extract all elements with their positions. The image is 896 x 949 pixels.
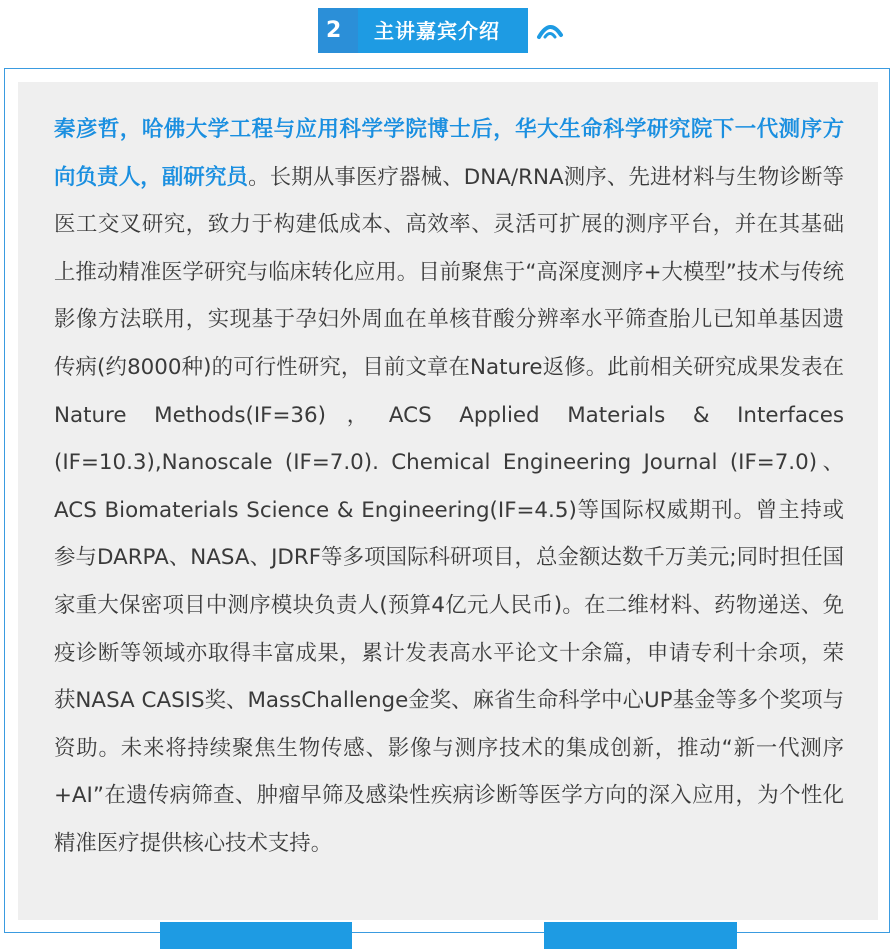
wave-arc-icon (536, 22, 564, 40)
section-number-badge (318, 8, 358, 53)
speaker-name-title: 秦彦哲，哈佛大学工程与应用科学学院博士后，华大生命科学研究院下一代测序方向负责人，副研究员 (54, 117, 844, 190)
section-title: 主讲嘉宾介绍 (374, 19, 500, 43)
section-title-box (358, 8, 528, 53)
section-number: 2 (326, 18, 342, 43)
footer-bar-left (160, 922, 352, 949)
speaker-bio-body: 。长期从事医疗器械、DNA/RNA测序、先进材料与生物诊断等医工交叉研究，致力于构建低成本、高效率、灵活可扩展的测序平台，并在其基础上推动精准医学研究与临床转化应用。目前聚焦于“高深度测序+大模型”技术与传统影像方法联用，实现基于孕妇外周血在单核苷酸分辨率水平筛查胎儿已知单基因遗传病(约8000种)的可行性研究，目前文章在Nature返修。此前相关研究成果发表在 Nature Methods(IF=36)，ACS Applied Materials & Interfaces (IF=10.3),Nanoscale (IF=7.0). Chemical Engineering Journal (IF=7.0)、ACS Biomaterials Science & Engineering(IF=4.5)等国际权威期刊。曾主持或参与DARPA、NASA、JDRF等多项国际科研项目，总金额达数千万美元;同时担任国家重大保密项目中测序模块负责人(预算4亿元人民币)。在二维材料、药物递送、免疫诊断等领域亦取得丰富成果，累计发表高水平论文十余篇，申请专利十余项，荣获NASA CASIS奖、MassChallenge金奖、麻省生命科学中心UP基金等多个奖项与资助。未来将持续聚焦生物传感、影像与测序技术的集成创新，推动“新一代测序+AI”在遗传病筛查、肿瘤早筛及感染性疾病诊断等医学方向的深入应用，为个性化精准医疗提供核心技术支持。 (54, 164, 844, 856)
section-header-tab (318, 8, 572, 53)
speaker-bio (54, 106, 844, 868)
footer-bar-right (544, 922, 737, 949)
